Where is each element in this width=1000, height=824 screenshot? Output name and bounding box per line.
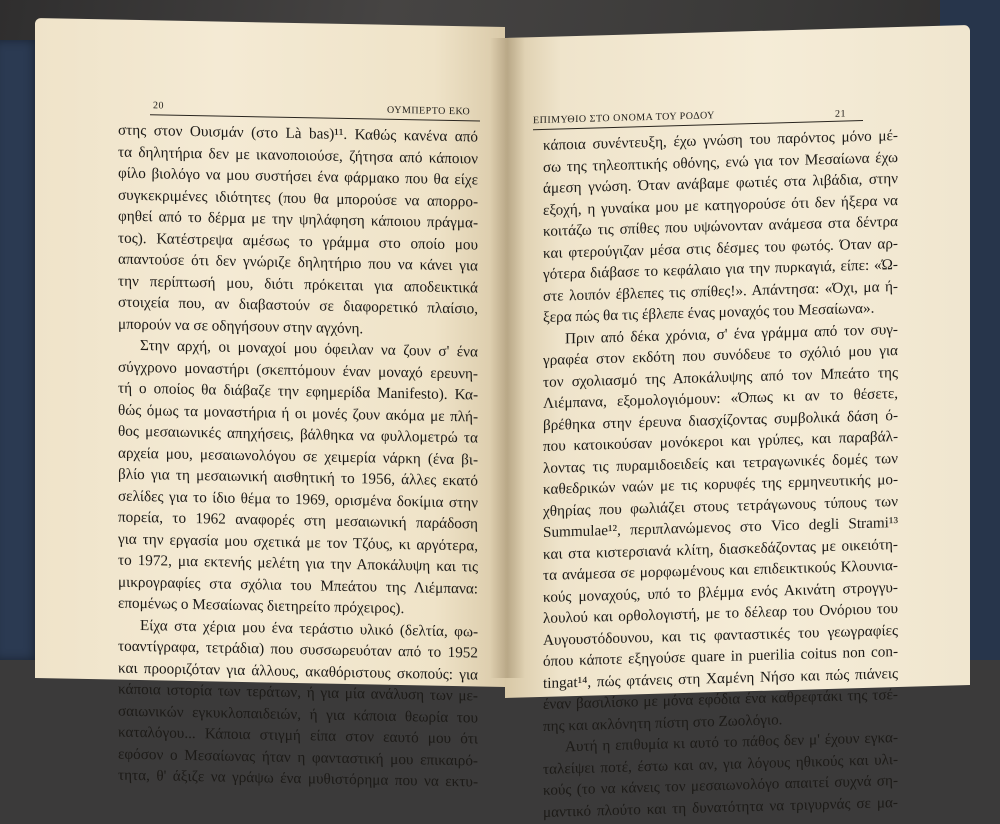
text-line: επομένως ο Μεσαίωνας διετηρείτο πρόχειρος). bbox=[118, 594, 405, 618]
text-line: βρέθηκα στην έρευνα διασχίζοντας συμβολικά δάση ό- bbox=[543, 406, 898, 434]
text-line: Λιέμπανα, εξομολογιόμουν: «Όπως κι αν το θέσετε, bbox=[543, 385, 898, 412]
text-line: μικρογραφίες στα σχόλια του Μπεάτου της Λιέμπανα: bbox=[118, 573, 478, 598]
text-line: στοιχεία που, αν διαβαστούν σε διαφορετικό πλαίσιο, bbox=[118, 293, 478, 318]
text-line: και φτερούγιζαν μέσα στις δέσμες του φωτός. Όταν αρ- bbox=[543, 234, 898, 262]
text-line: κοιτάζω τις σπίθες που υψώνονταν ανάμεσα στα δέντρα bbox=[543, 213, 898, 240]
text-line: καταλόγου... Κάποια στιγμή είπα στον εαυτό μου ότι bbox=[118, 723, 478, 748]
text-line: την περίπτωσή μου, διότι πρόκειται για αποδεικτικά bbox=[118, 272, 478, 297]
text-line: Στην αρχή, οι μοναχοί μου όφειλαν να ζουν σ' ένα bbox=[140, 337, 478, 361]
book-gutter-shadow bbox=[490, 38, 525, 678]
text-line: ξερα πώς θα τις έβλεπε ένας μοναχός του Μεσαίωνα». bbox=[543, 299, 875, 326]
book-cover-edge-left bbox=[0, 40, 40, 660]
text-line: μπορούν να σε οδηγήσουν στην αγχόνη. bbox=[118, 315, 364, 337]
text-line: όπου κάποτε εξηγούσε quare in puerilia coitus non con- bbox=[543, 643, 898, 670]
text-line: σαιωνικών εγκυκλοπαιδειών, ή για κάποια θεωρία του bbox=[118, 702, 478, 727]
right-page-text bbox=[543, 125, 898, 823]
text-line: ταλείψει ποτέ, έστω και αν, για λόγους ηθικούς και υλι- bbox=[543, 750, 898, 778]
text-line: κάποια ιστορία των τεράτων, ή για μία ανάλυση των με- bbox=[118, 680, 478, 705]
text-line: φίλο βιολόγο να μου συστήσει ένα φάρμακο που θα είχε bbox=[118, 164, 478, 189]
text-line: εφόσον ο Μεσαίωνας ήταν η φανταστική μου επικαιρό- bbox=[118, 745, 478, 770]
text-line: έναν βασιλίσκο με μόνα εφόδια ένα καθρεφτάκι της τσέ- bbox=[543, 686, 898, 713]
text-line: σελίδες για το ίδιο θέμα το 1969, ορισμένα δοκίμια στην bbox=[118, 487, 478, 512]
text-line: τητα, θ' άξιζε να γράψω ένα μυθιστόρημα που να εκτυ- bbox=[118, 766, 478, 791]
text-line: στε λοιπόν έβλεπες τις σπίθες!». Απάντησα: «Όχι, μα ή- bbox=[543, 277, 898, 305]
text-line: μαντικό πλούτο και τη δυνατότητα να τριγυρνάς σε μα- bbox=[543, 793, 898, 821]
right-page-number: 21 bbox=[835, 108, 846, 120]
text-line: και προοριζόταν για άλλους, ακαθόριστους σκοπούς: για bbox=[118, 659, 478, 684]
text-line: θος μεσαιωνικές απηχήσεις, βάλθηκα να φυλλομετρώ τα bbox=[118, 422, 478, 447]
text-line: και στα κιστερσιανά κλίτη, διασκεδάζοντας με οικειότη- bbox=[543, 535, 898, 563]
text-line: άμεση γνώση. Όταν ανάβαμε φωτιές στα λιβάδια, στην bbox=[543, 170, 898, 197]
right-page bbox=[505, 25, 970, 821]
text-line: κάποια συνέντευξη, έχω γνώση του παρόντος μόνο μέ- bbox=[543, 127, 898, 154]
text-line: λουλού και ορθολογιστή, με το δέλεαρ του Ονόριου του bbox=[543, 600, 898, 627]
text-line: γότερα διάβασε το κεφάλαιο για την πυρκαγιά, είπε: «Ώ- bbox=[543, 256, 898, 283]
text-line: κούς (το να κάνεις τον μεσαιωνολόγο απαιτεί συχνά ση- bbox=[543, 772, 898, 799]
text-line: πορεία, το 1962 αναφορές στη μεσαιωνική παράδοση bbox=[118, 508, 478, 533]
text-line: λοντας τις πυραμιδοειδείς και τετραγωνικές δομές των bbox=[543, 449, 898, 477]
text-line: σύγχρονο μοναστήρι (σκεπτόμουν έναν μοναχό ερευνη- bbox=[118, 358, 478, 383]
text-line: τή ο οποίος θα διάβαζε την εφημερίδα Manifesto). Κα- bbox=[118, 379, 478, 404]
text-line: τα ανάμεσα σε μορφωμένους και επιδεικτικούς Κλουνια- bbox=[543, 557, 898, 584]
text-line: κούς μοναχούς, υπό το βλέμμα ενός Ακινάτη στρογγυ- bbox=[543, 578, 898, 606]
left-running-head: ΟΥΜΠΕΡΤΟ ΕΚΟ bbox=[387, 104, 471, 118]
left-page bbox=[35, 18, 505, 791]
text-line: το 1972, μια εκτενής μελέτη για την Αποκάλυψη και τις bbox=[118, 551, 478, 576]
text-line: αρχεία μου, μεσαιωνολόγου σε χειμερία νάρκη (ένα βι- bbox=[118, 444, 478, 469]
text-line: τον σχολιασμό της Αποκάλυψης από τον Μπεάτο της bbox=[543, 363, 898, 391]
text-line: Αυγουστόδουνου, και τις φανταστικές του γεωγραφίες bbox=[543, 621, 898, 649]
left-page-text bbox=[118, 120, 478, 793]
open-book bbox=[35, 18, 970, 821]
text-line: απαντούσε ότι δεν γνώριζε δηλητήριο που να κάνει για bbox=[118, 250, 478, 275]
text-line: εξοχή, η γυναίκα μου με κατηγορούσε ότι δεν ήξερα να bbox=[543, 191, 898, 219]
left-page-number: 20 bbox=[153, 100, 164, 112]
text-line: τα δηλητήρια δεν με ικανοποιούσε, ζήτησα από κάποιον bbox=[118, 143, 478, 168]
text-line: που κατοικούσαν μονόκεροι και γρύπες, και παραβάλ- bbox=[543, 428, 898, 455]
text-line: θώς όμως τα μοναστήρια ή οι μονές ζουν ακόμα με πλή- bbox=[118, 401, 478, 426]
text-line: πης και ακλόνητη πίστη στο Ζωολόγιο. bbox=[543, 710, 783, 735]
text-line: για την εργασία μου σχετικά με τον Τζόυς, κι αργότερα, bbox=[118, 530, 478, 555]
text-line: καθεδρικών ναών με τις κορυφές της ερμηνευτικής μο- bbox=[543, 471, 898, 498]
text-line: συγκεκριμένες ιδιότητες (που θα μπορούσε να απορρο- bbox=[118, 186, 478, 211]
text-line: τοαντίγραφα, τετράδια) που συσσωρευόταν από το 1952 bbox=[118, 637, 478, 662]
text-line: Πριν από δέκα χρόνια, σ' ένα γράμμα από τον συγ- bbox=[565, 320, 898, 347]
text-line: Αυτή η επιθυμία κι αυτό το πάθος δεν μ' έχουν εγκα- bbox=[565, 729, 898, 756]
text-line: χθηρίας που φωλιάζει στους τετράγωνους τύπους των bbox=[543, 492, 898, 520]
text-line: στης στον Ουισμάν (στο Là bas)¹¹. Καθώς κανένα από bbox=[118, 121, 478, 146]
text-line: τος). Κατέστρεψα αμέσως το γράμμα στο οποίο μου bbox=[118, 229, 478, 254]
text-line: tingat¹⁴, πώς φτάνεις στη Χαμένη Νήσο και πώς πιάνεις bbox=[543, 664, 898, 692]
text-line: βλίο για τη μεσαιωνική αισθητική το 1956, άλλες εκατό bbox=[118, 465, 478, 490]
text-line: φηθεί από το δέρμα με την ψηλάφηση κάποιου πράγμα- bbox=[118, 207, 478, 232]
text-line: γραφέα στον εκδότη που συνόδευε το σχόλιό μου για bbox=[543, 342, 898, 369]
text-line: Είχα στα χέρια μου ένα τεράστιο υλικό (δελτία, φω- bbox=[140, 616, 478, 641]
text-line: Summulae¹², περιπλανώμενος στο Vico degli Strami¹³ bbox=[543, 514, 898, 541]
text-line: σω της τηλεοπτικής οθόνης, ενώ για τον Μεσαίωνα έχω bbox=[543, 148, 898, 176]
right-running-head: ΕΠΙΜΥΘΙΟ ΣΤΟ ΟΝΟΜΑ ΤΟΥ ΡΟΔΟΥ bbox=[533, 110, 715, 127]
